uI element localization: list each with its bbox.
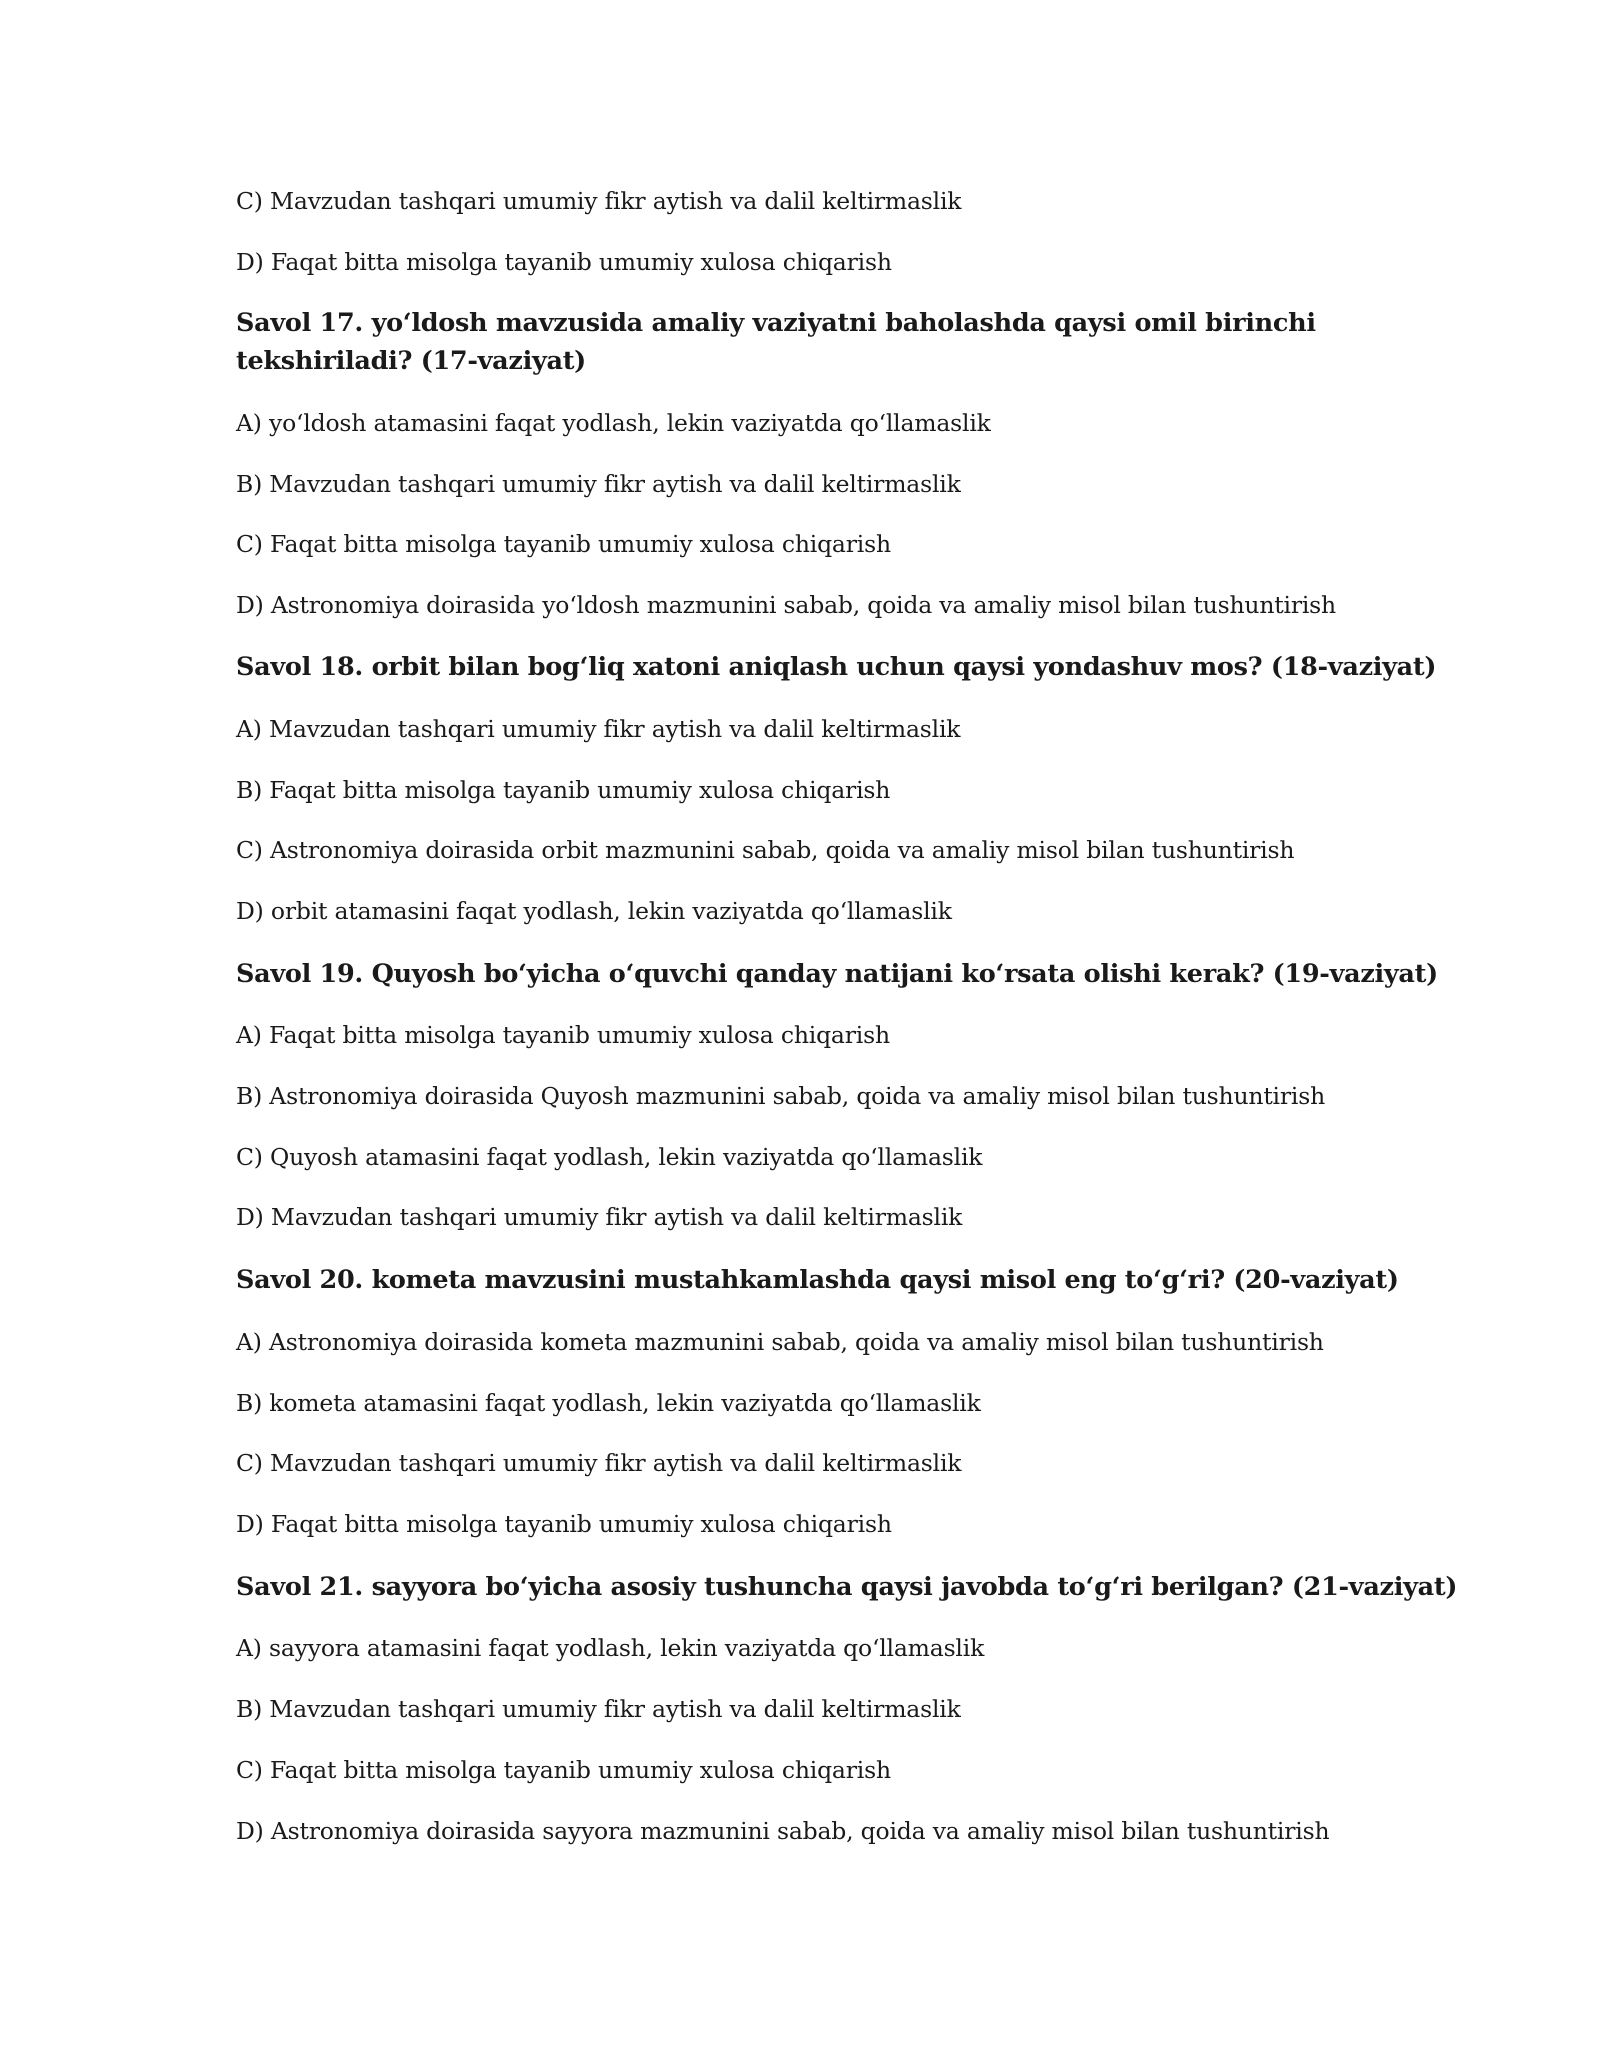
answer-option: D) Astronomiya doirasida sayyora mazmunini sabab, qoida va amaliy misol bilan tushuntirish [236, 1817, 1330, 1845]
answer-option: C) Quyosh atamasini faqat yodlash, lekin vaziyatda qo‘llamaslik [236, 1143, 983, 1171]
answer-option: C) Astronomiya doirasida orbit mazmunini sabab, qoida va amaliy misol bilan tushuntirish [236, 836, 1295, 864]
answer-option: D) Astronomiya doirasida yo‘ldosh mazmunini sabab, qoida va amaliy misol bilan tushuntirish [236, 591, 1336, 619]
answer-option: B) kometa atamasini faqat yodlash, lekin vaziyatda qo‘llamaslik [236, 1389, 981, 1417]
answer-option: D) Faqat bitta misolga tayanib umumiy xulosa chiqarish [236, 248, 892, 276]
answer-option: D) Faqat bitta misolga tayanib umumiy xulosa chiqarish [236, 1510, 892, 1538]
question-heading: Savol 18. orbit bilan bog‘liq xatoni aniqlash uchun qaysi yondashuv mos? (18-vaziyat) [236, 652, 1437, 682]
answer-option: A) Mavzudan tashqari umumiy fikr aytish va dalil keltirmaslik [236, 715, 961, 743]
question-heading: Savol 20. kometa mavzusini mustahkamlashda qaysi misol eng to‘g‘ri? (20-vaziyat) [236, 1265, 1399, 1295]
answer-option: A) Astronomiya doirasida kometa mazmunini sabab, qoida va amaliy misol bilan tushuntirish [236, 1328, 1324, 1356]
answer-option: B) Faqat bitta misolga tayanib umumiy xulosa chiqarish [236, 776, 891, 804]
answer-option: D) Mavzudan tashqari umumiy fikr aytish va dalil keltirmaslik [236, 1203, 963, 1231]
answer-option: B) Mavzudan tashqari umumiy fikr aytish va dalil keltirmaslik [236, 1695, 961, 1723]
answer-option: A) Faqat bitta misolga tayanib umumiy xulosa chiqarish [236, 1021, 890, 1049]
question-heading: Savol 19. Quyosh bo‘yicha o‘quvchi qanday natijani ko‘rsata olishi kerak? (19-vaziyat) [236, 959, 1438, 989]
question-heading: tekshiriladi? (17-vaziyat) [236, 346, 586, 376]
answer-option: C) Faqat bitta misolga tayanib umumiy xulosa chiqarish [236, 1756, 891, 1784]
answer-option: C) Faqat bitta misolga tayanib umumiy xulosa chiqarish [236, 530, 891, 558]
question-heading: Savol 21. sayyora bo‘yicha asosiy tushuncha qaysi javobda to‘g‘ri berilgan? (21-vaziyat) [236, 1572, 1458, 1602]
answer-option: C) Mavzudan tashqari umumiy fikr aytish va dalil keltirmaslik [236, 1449, 962, 1477]
answer-option: A) yo‘ldosh atamasini faqat yodlash, lekin vaziyatda qo‘llamaslik [236, 409, 991, 437]
answer-option: C) Mavzudan tashqari umumiy fikr aytish va dalil keltirmaslik [236, 187, 962, 215]
answer-option: D) orbit atamasini faqat yodlash, lekin vaziyatda qo‘llamaslik [236, 897, 952, 925]
answer-option: B) Mavzudan tashqari umumiy fikr aytish va dalil keltirmaslik [236, 470, 961, 498]
question-heading: Savol 17. yo‘ldosh mavzusida amaliy vaziyatni baholashda qaysi omil birinchi [236, 308, 1316, 338]
answer-option: A) sayyora atamasini faqat yodlash, lekin vaziyatda qo‘llamaslik [236, 1634, 985, 1662]
answer-option: B) Astronomiya doirasida Quyosh mazmunini sabab, qoida va amaliy misol bilan tushuntirish [236, 1082, 1326, 1110]
